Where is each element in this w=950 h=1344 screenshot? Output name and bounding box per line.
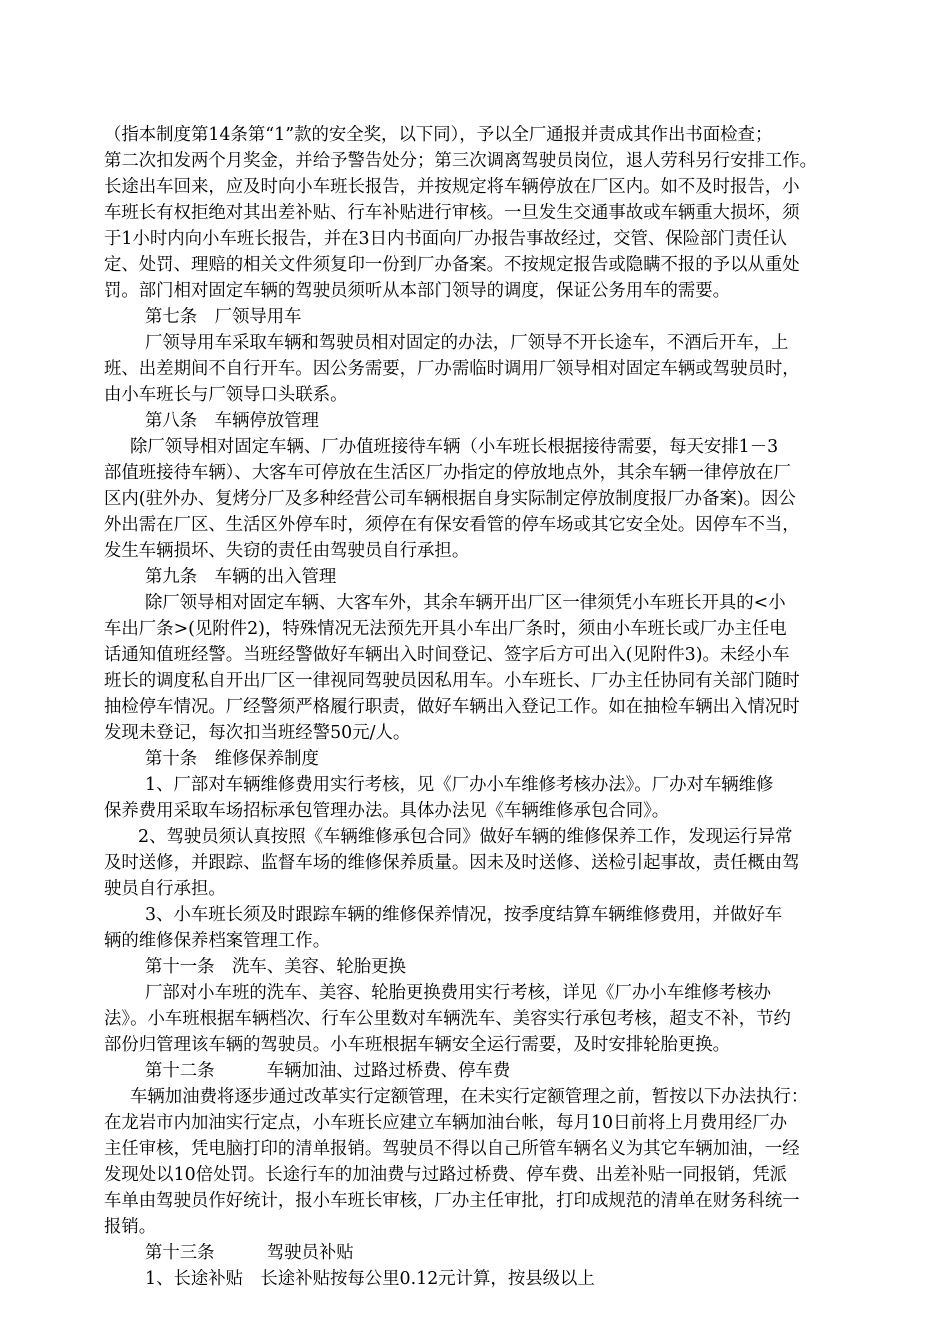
article-heading: 第八条 车辆停放管理 xyxy=(145,411,319,431)
text-line: （指本制度第14条第“1”款的安全奖，以下同），予以全厂通报并责成其作出书面检查； xyxy=(104,125,773,145)
text-line: 3、小车班长须及时跟踪车辆的维修保养情况，按季度结算车辆维修费用，并做好车 xyxy=(145,905,783,925)
article-heading: 第十三条 驾驶员补贴 xyxy=(145,1243,354,1263)
text-line: 第二次扣发两个月奖金，并给予警告处分；第三次调离驾驶员岗位，退人劳科另行安排工作。 xyxy=(104,151,818,171)
text-line: 主任审核，凭电脑打印的清单报销。驾驶员不得以自己所管车辆名义为其它车辆加油，一经 xyxy=(104,1139,800,1159)
text-line: 罚。部门相对固定车辆的驾驶员须听从本部门领导的调度，保证公务用车的需要。 xyxy=(104,281,731,301)
text-line: 于1小时内向小车班长报告，并在3日内书面向厂办报告事故经过，交管、保险部门责任认 xyxy=(104,229,787,249)
text-line: 发现未登记，每次扣当班经警50元/人。 xyxy=(104,723,411,743)
text-line: 部值班接待车辆）、大客车可停放在生活区厂办指定的停放地点外，其余车辆一律停放在厂 xyxy=(104,463,791,483)
text-line: 1、厂部对车辆维修费用实行考核，见《厂办小车维修考核办法》。厂办对车辆维修 xyxy=(145,775,774,795)
article-heading: 第十一条 洗车、美容、轮胎更换 xyxy=(145,957,406,977)
text-line: 定、处罚、理赔的相关文件须复印一份到厂办备案。不按规定报告或隐瞒不报的予以从重处 xyxy=(104,255,800,275)
article-heading: 第九条 车辆的出入管理 xyxy=(145,567,337,587)
article-heading: 第七条 厂领导用车 xyxy=(145,307,302,327)
text-line: 发现处以10倍处罚。长途行车的加油费与过路过桥费、停车费、出差补贴一同报销，凭派 xyxy=(104,1165,787,1185)
text-line: 厂领导用车采取车辆和驾驶员相对固定的办法，厂领导不开长途车，不酒后开车，上 xyxy=(145,333,789,353)
text-line: 车辆加油费将逐步通过改革实行定额管理，在未实行定额管理之前，暂按以下办法执行： xyxy=(130,1087,809,1107)
text-line: 2、驾驶员须认真按照《车辆维修承包合同》做好车辆的维修保养工作，发现运行异常 xyxy=(138,827,793,847)
article-heading: 第十二条 车辆加油、过路过桥费、停车费 xyxy=(145,1061,511,1081)
text-line: 由小车班长与厂领导口头联系。 xyxy=(104,385,348,405)
text-line: 车班长有权拒绝对其出差补贴、行车补贴进行审核。一旦发生交通事故或车辆重大损坏，须 xyxy=(104,203,800,223)
document-body xyxy=(104,122,864,1292)
text-line: 外出需在厂区、生活区外停车时，须停在有保安看管的停车场或其它安全处。因停车不当， xyxy=(104,515,800,535)
text-line: 及时送修，并跟踪、监督车场的维修保养质量。因未及时送修、送检引起事故，责任概由驾 xyxy=(104,853,800,873)
text-line: 除厂领导相对固定车辆、大客车外，其余车辆开出厂区一律须凭小车班长开具的<小 xyxy=(145,593,786,613)
text-line: 法》。小车班根据车辆档次、行车公里数对车辆洗车、美容实行承包考核，超支不补，节约 xyxy=(104,1009,791,1029)
text-line: 保养费用采取车场招标承包管理办法。具体办法见《车辆维修承包合同》。 xyxy=(104,801,670,821)
text-line: 1、长途补贴 长途补贴按每公里0.12元计算，按县级以上 xyxy=(145,1269,595,1289)
text-line: 抽检停车情况。厂经警须严格履行职责，做好车辆出入登记工作。如在抽检车辆出入情况时 xyxy=(104,697,800,717)
text-line: 话通知值班经警。当班经警做好车辆出入时间登记、签字后方可出入(见附件3)。未经小车 xyxy=(104,645,790,665)
text-line: 车单由驾驶员作好统计，报小车班长审核，厂办主任审批，打印成规范的清单在财务科统一 xyxy=(104,1191,800,1211)
text-line: 班长的调度私自开出厂区一律视同驾驶员因私用车。小车班长、厂办主任协同有关部门随时 xyxy=(104,671,800,691)
text-line: 辆的维修保养档案管理工作。 xyxy=(104,931,331,951)
text-line: 在龙岩市内加油实行定点，小车班长应建立车辆加油台帐，每月10日前将上月费用经厂办 xyxy=(104,1113,787,1133)
text-line: 长途出车回来，应及时向小车班长报告，并按规定将车辆停放在厂区内。如不及时报告，小 xyxy=(104,177,800,197)
text-line: 驶员自行承担。 xyxy=(104,879,226,899)
text-line: 厂部对小车班的洗车、美容、轮胎更换费用实行考核，详见《厂办小车维修考核办 xyxy=(145,983,772,1003)
article-heading: 第十条 维修保养制度 xyxy=(145,749,319,769)
text-line: 区内(驻外办、复烤分厂及多种经营公司车辆根据自身实际制定停放制度报厂办备案)。因公 xyxy=(104,489,796,509)
text-line: 报销。 xyxy=(104,1217,157,1237)
text-line: 班、出差期间不自行开车。因公务需要，厂办需临时调用厂领导相对固定车辆或驾驶员时， xyxy=(104,359,800,379)
text-line: 部份归管理该车辆的驾驶员。小车班根据车辆安全运行需要，及时安排轮胎更换。 xyxy=(104,1035,731,1055)
text-line: 除厂领导相对固定车辆、厂办值班接待车辆（小车班长根据接待需要，每天安排1－3 xyxy=(130,437,779,457)
text-line: 车出厂条>(见附件2)，特殊情况无法预先开具小车出厂条时，须由小车班长或厂办主任电 xyxy=(104,619,787,639)
text-line: 发生车辆损坏、失窃的责任由驾驶员自行承担。 xyxy=(104,541,470,561)
